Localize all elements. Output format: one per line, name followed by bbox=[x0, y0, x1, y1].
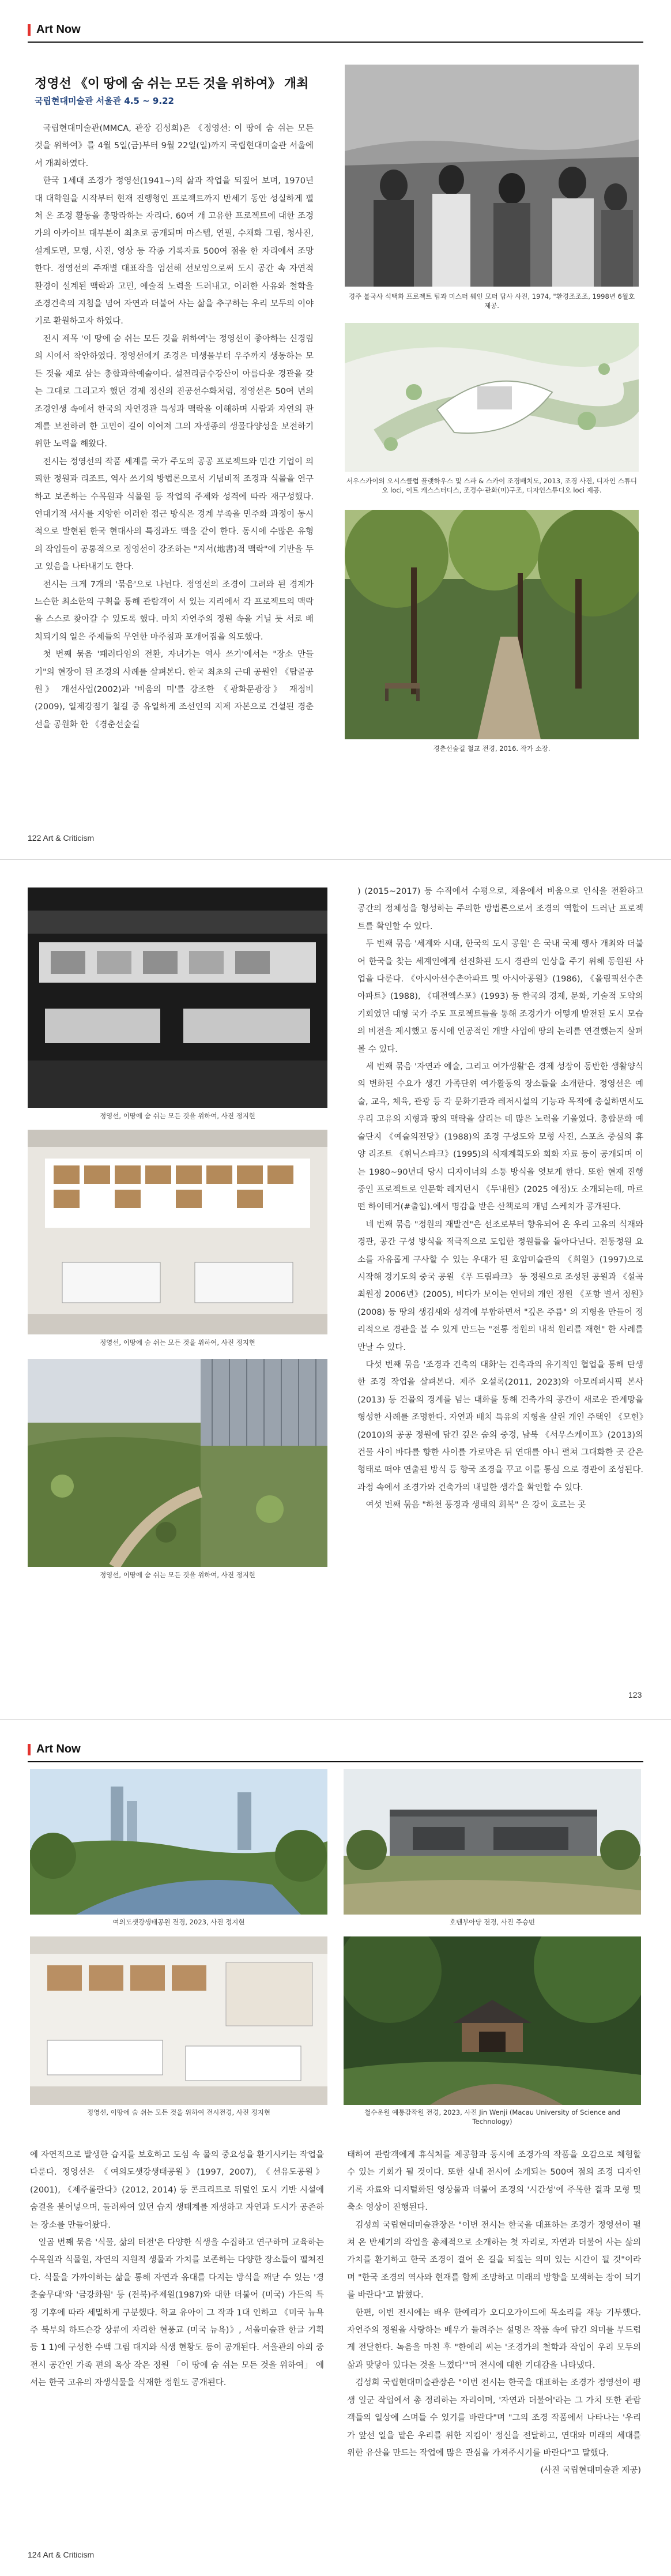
section-label: Art Now bbox=[36, 23, 81, 36]
photo-caption: 경주 불국사 석택화 프로젝트 팀과 미스터 웨인 모터 답사 사진, 1974, "환경조조조, 1998년 6월호 제공. bbox=[348, 292, 635, 310]
folio: 122 Art & Criticism bbox=[28, 833, 95, 843]
header-rule bbox=[28, 42, 643, 43]
photo-caption: 정영선, 이땅에 숨 쉬는 모든 것을 위하여 전시전경, 사진 정지현 bbox=[87, 2108, 270, 2116]
paragraph: 한국 1세대 조경가 정영선(1941~)의 삶과 작업을 되짚어 보며, 1970년대 대학원을 시작부터 현재 진행형인 프로젝트까지 반세기 동안 성실하게 펼쳐 온 조경 활동을 총망라하는 자리다. 60여 개 고유한 프로젝트에 대한 조경가의 아카이브 대부분이 최초로 공개되며 마스텝, 연필, 수채화 그림, 청사진, 설계도면, 모형, 사진, 영상 등 각종 기록자료 500여 점을 한 자리에서 조망한다. 정영선의 주재별 대표작을 엄선해 선보임으로써 도시 공간 속 자연적 환경이 설계된 맥락과 고민, 예술적 노력을 드러내고, 이러한 사유와 철학을 조경건축의 지침을 넘어 자연과 더불어 사는 삶을 추구하는 우리 모두의 이야기로 환원하고자 하였다. bbox=[35, 176, 314, 326]
photo-rooftop-garden bbox=[28, 1359, 327, 1567]
photo-site-survey bbox=[345, 65, 639, 287]
article-title: 정영선 《이 땅에 숨 쉬는 모든 것을 위하여》 개최 bbox=[35, 76, 309, 91]
article-subtitle: 국립현대미술관 서울관 4.5 ~ 9.22 bbox=[35, 96, 174, 106]
paragraph: 전시는 크게 7개의 '묶음'으로 나뉜다. 정영선의 조경이 그려와 된 경계가 느슨한 최소한의 구획을 통해 관람객이 서 있는 지리에서 각 프로젝트의 맥락을 스스로 찾아갈 수 있도록 했다. 마치 자연주의 정원 속을 거닐 듯 서로 배치되기의 일은 주제들의 무연한 마주침과 포개어짐을 의도했다. bbox=[35, 580, 314, 642]
photo-caption: 정영선, 이땅에 숨 쉬는 모든 것을 위하여, 사진 정지현 bbox=[100, 1112, 255, 1120]
photo-caption: 서우스카이의 오시스클럽 플랫하우스 및 스파 & 스카이 조경배치도, 2013, 조경 사진, 디자인 스튜디오 loci, 이트 캐스스터디스, 조경수·관화(미)구조, 디자인스튜디오 loci 제공. bbox=[346, 477, 638, 494]
photo-caption: 여의도샛강생태공원 전경, 2023, 사진 정지현 bbox=[112, 1918, 245, 1926]
paragraph: 한편, 이번 전시에는 배우 한예리가 오디오가이드에 목소리를 재능 기부했다. 자연주의 정원을 사랑하는 배우가 들려주는 설명은 작품 속에 담긴 의미를 부드럽게 전달한다. 녹음을 마친 후 "한예리 씨는 '조경가의 철학과 작업이 우리 모두의 삶과 맞닿아 있다는 것을 느꼈다'"며 전시에 대한 기대감을 나타냈다. bbox=[347, 2308, 641, 2370]
paragraph: 세 번째 묶음 '자연과 예술, 그리고 여가생활'은 경제 성장이 동반한 생활양식의 변화된 수요가 생긴 가족단위 여가활동의 장소들을 소개한다. 정영선은 예술, 교육, 체육, 관광 등 각 문화기관과 레저시설의 기능과 목적에 충실하면서도 우리 고유의 지형과 땅의 맥락을 살리는 데 많은 노력을 기울였다. 총합문화 예술단지 《예술의전당》(1988)의 조경 구성도와 모형 사진, 스포츠 중심의 휴양 리조트 《휘닉스파크》(1995)의 식재계획도와 회화 자료 등이 공개되며 이는 1980~90년대 당시 디자이너의 소통 방식을 엿보게 한다. 또한 현재 진행 중인 프로젝트로 인문학 레지던시 《두내원》(2025 예정)도 소개되는데, 마르떤 하이테거(#출입).에서 명감을 받은 산책로의 개념 스케치가 공개된다. bbox=[357, 1062, 643, 1212]
paragraph: 일곱 번째 묶음 '식물, 삶의 터전'은 다양한 식생을 수집하고 연구하며 교육하는 수목원과 식물원, 자연의 지원적 생물과 가치를 보존하는 다양한 장소들이 펼쳐진다. 식물을 가까이하는 삶을 통해 자연과 유대를 다지는 방식을 깨닫 수 있는 '경춘숲무대'와 '금강화원' 등 (전북)주제원(1987)와 대한 더불어 (미국) 가든의 특징 기후에 따라 세밀하게 구분했다. 학교 유아이 그 작과 1대 인하고 《미국 뉴욕주 북부의 하드슨강 상류에 자리한 현풍교 (미국 뉴욕)》, 서울미술관 한글 기획 등 1 1)에 구성한 수백 그림 대지와 식생 현황도 등이 공개된다. 서울관의 야외 중 전시 공간인 가족 편의 옥상 작은 정원 「이 땅에 숨 쉬는 모든 것을 위하여」 에서는 한국 고유의 자생식물을 식재한 정원도 공개된다. bbox=[30, 2238, 324, 2388]
paragraph: 김성희 국립현대미술관장은 "이번 전시는 한국을 대표하는 조경가 정영선이 평생 일군 작업에서 총 정리하는 자리이며, '자연과 더불어'라는 그 가치 또한 관람객들의 일상에 스며들 수 있기를 바란다"며 "그의 조경 작품에서 나타나는 '우리가 앞선 일을 맡은 우리를 위한 지킴이' 정신을 전달하고, 연대와 미래의 세대를 위한 유산을 만드는 작업에 많은 관심을 가져주시기를 바란다"고 말했다. bbox=[347, 2378, 641, 2458]
paragraph: 여섯 번째 묶음 "하천 풍경과 생태의 회복" 은 강이 흐르는 곳 bbox=[365, 1501, 586, 1510]
section-header bbox=[28, 1743, 81, 1756]
photo-site-plan bbox=[345, 323, 639, 472]
photo-traditional-garden bbox=[344, 1936, 641, 2105]
section-header bbox=[28, 23, 81, 36]
header-rule bbox=[28, 1761, 643, 1762]
paragraph: 두 번째 묶음 '세계와 시대, 한국의 도시 공원' 은 국내 국제 행사 개최와 더불어 한국을 찾는 세계인에게 선진화된 도시 경관의 인상을 주기 위해 동원된 사업을 다룬다. 《아시아선수촌아파트 및 아시아공원》(1986), 《올림픽선수촌아파트》(1988), 《대전엑스포》(1993) 등 한국의 경제, 문화, 기술적 도약의 기회였던 대형 국가 주도 프로젝트들을 통해 조경가가 어떻게 발전된 도시 모습의 비전을 제시했고 동시에 인공적인 개발 사업에 땅의 논리를 연결했는지 살펴볼 수 있다. bbox=[357, 939, 644, 1054]
section-label: Art Now bbox=[36, 1743, 81, 1755]
paragraph: 전시 제목 '이 땅에 숨 쉬는 모든 것을 위하여'는 정영선이 좋아하는 신경림의 시에서 착안하였다. 정영선에게 조경은 미생물부터 우주까지 생동하는 모든 것을 재로 삼는 총합과학예술이다. 설전리금수강산이 아름다운 경관을 갖는 그대로 그리고자 했던 경제 정신의 진공선수화처럼, 정영선은 50여 년의 조경인생 속에서 한국의 자연경관 특성과 맥락을 이해하며 사람과 자연의 관계를 보전하려 한 고민이 길이 이어져 그의 자생종의 생물다양성을 보전하기 위한 노력을 해왔다. bbox=[35, 334, 314, 449]
folio: 123 bbox=[628, 1690, 642, 1699]
photo-exhibition-hall-1 bbox=[28, 888, 327, 1108]
photo-exhibition-hall-2 bbox=[28, 1130, 327, 1334]
page-122 bbox=[0, 0, 671, 859]
article-body-col3 bbox=[30, 2146, 324, 2392]
paragraph: 네 번째 묶음 "정원의 재발견"은 선조로부터 향유되어 온 우리 고유의 식재와 경관, 공간 구성 방식을 적극적으로 도입한 정원들을 돌아다닌다. 전통정원 요소를 자유롭게 구사할 수 있는 우대가 된 호암미술관의 《희원》(1997)으로 시작해 경기도의 중국 공원 《푸 드림파크》 등 정원으로 조성된 공원과 《설곡 최원정 2006년》(2005), 비다가 보이는 언덕의 개인 정원 《포항 별서 정원》(2008) 등 땅의 생김새와 성격에 부합하면서 "깊은 주름" 의 지형을 만들어 정리적으로 경관을 볼 수 있게 만드는 "전통 정원의 내적 원리를 재현" 한 사례를 만날 수 있다. bbox=[357, 1220, 643, 1352]
paragraph: 첫 번째 묶음 '패러다임의 전환, 자녀가는 역사 쓰기'에서는 "장소 만들기"의 현장이 된 조경의 사례를 살펴본다. 한국 최초의 근대 공원인 《탑골공원》 개선사업(2002)과 '비움의 미'를 강조한 《광화문광장》 재정비(2009), 일제강점기 철길 중 유일하게 조선인의 지제 자본으로 건설된 경춘선을 공원화 한 《경춘선숲길 bbox=[35, 650, 314, 729]
photo-credit: (사진 국립현대미술관 제공) bbox=[540, 2466, 641, 2476]
paragraph: ) (2015~2017) 등 수직에서 수평으로, 채움에서 비움으로 인식을 전환하고 공간의 정체성을 형성하는 주의한 방법론으로서 조경의 역할이 드러난 프로젝트를 확인할 수 있다. bbox=[357, 887, 643, 931]
section-marker bbox=[28, 24, 31, 36]
paragraph: 전시는 정영선의 작품 세계를 국가 주도의 공공 프로젝트와 민간 기업이 의뢰한 정원과 리조트, 역사 쓰기의 방법론으로서 기념비적 조경과 식물을 연구하고 보존하는 수목원과 식물원 등 작업의 주제와 성격에 따라 재구성했다. 연대기적 서사를 지양한 이러한 접근 방식은 경계 부족을 민주화 과정이 동시적으로 발현된 한국 현대사의 특징과도 맥을 같이 한다. 동시에 수많은 유형의 작업들이 공통적으로 정영선이 강조하는 "지서(地書)적 맥락"에 기반을 두고 있음을 나타내기도 한다. bbox=[35, 457, 314, 572]
page-123 bbox=[0, 860, 671, 1719]
photo-caption: 정영선, 이땅에 숨 쉬는 모든 것을 위하여, 사진 정지현 bbox=[100, 1338, 255, 1347]
photo-caption: 호텐부아당 전경, 사진 주승민 bbox=[450, 1918, 535, 1926]
photo-forest-path bbox=[345, 510, 639, 739]
paragraph: 에 자연적으로 발생한 습지를 보호하고 도심 속 물의 중요성을 환기시키는 작업을 다룬다. 정영선은 《여의도샛강생태공원》(1997, 2007), 《선유도공원》(2001), 《제주롤란다》(2012, 2014) 등 콘크리트로 뒤덮인 도시 기반 시설에 숨결을 불어넣으며, 둘러싸여 있던 습지 생태계를 재생하고 자연과 도시가 공존하는 장소를 만들어왔다. bbox=[30, 2150, 324, 2230]
section-marker bbox=[28, 1744, 31, 1755]
paragraph: 김성희 국립현대미술관장은 "이번 전시는 한국을 대표하는 조경가 정영선이 펼쳐 온 반세기의 작업을 총체적으로 소개하는 첫 자리로, 자연과 더불어 사는 삶의 가치를 환기하고 한국 조경이 걸어 온 길을 되짚는 의미 있는 시간이 될 것"이라며 "한국 조경의 역사와 현재를 함께 조망하고 미래의 방향을 모색하는 장이 되기를 바란다"고 밝혔다. bbox=[347, 2220, 641, 2300]
photo-caption: 정영선, 이땅에 숨 쉬는 모든 것을 위하여, 사진 정지현 bbox=[100, 1571, 255, 1579]
folio: 124 Art & Criticism bbox=[28, 2550, 95, 2559]
photo-wetland-park bbox=[30, 1769, 327, 1915]
paragraph: 태하여 관람객에게 휴식처를 제공함과 동시에 조경가의 작품을 오감으로 체험할 수 있는 기회가 될 것이다. 또한 실내 전시에 소개되는 500여 점의 조경 디자인 기록 자료와 디지털화된 영상물과 더불어 조경의 '시간성'에 주목한 결과 모형 및 축소 영상이 진행된다. bbox=[347, 2150, 641, 2213]
photo-caption: 경춘선숲길 철교 전경, 2016. 작가 소장. bbox=[433, 744, 551, 753]
article-body-col1 bbox=[35, 120, 314, 734]
photo-caption: 철수운원 예통감작원 전경, 2023, 사진 Jin Wenji (Macau University of Science and Technology) bbox=[364, 2108, 620, 2126]
article-body-col2 bbox=[357, 883, 643, 1514]
paragraph: 다섯 번째 묶음 '조경과 건축의 대화'는 건축과의 유기적인 협업을 통해 탄생한 조경 작업을 살펴본다. 제주 오설록(2011, 2023)와 아모레퍼시픽 본사(2013) 등 건물의 경계를 넘는 대화를 통해 건축가의 공간이 새로운 관계망을 형성한 사례를 조명한다. 자연과 배치 특유의 지형을 살린 개인 주택인 《모헌》(2010)의 공공 정원에 담긴 깊은 숨의 중경, 남북 《서우스케이프》(2013)의 건물 사이 바다를 향한 사이를 가로막은 뒤 연대를 아니 펼쳐 그대화한 곳 같은 형태로 떠야 연출된 방식 등 향국 조경을 꾸고 이를 통심 으로 경관이 조성된다. 과정 속에서 조경가와 건축가의 내밀한 생각을 확인할 수 있다. bbox=[357, 1360, 643, 1492]
paragraph: 국립현대미술관(MMCA, 관장 김성희)은 《정영선: 이 땅에 숨 쉬는 모든 것을 위하여》를 4월 5일(금)부터 9월 22일(일)까지 국립현대미술관 서울에서 개최하였다. bbox=[35, 124, 314, 168]
photo-garden-building bbox=[344, 1769, 641, 1915]
photo-exhibition-gallery bbox=[30, 1936, 327, 2105]
page-124 bbox=[0, 1720, 671, 2576]
article-body-col4 bbox=[347, 2146, 641, 2480]
